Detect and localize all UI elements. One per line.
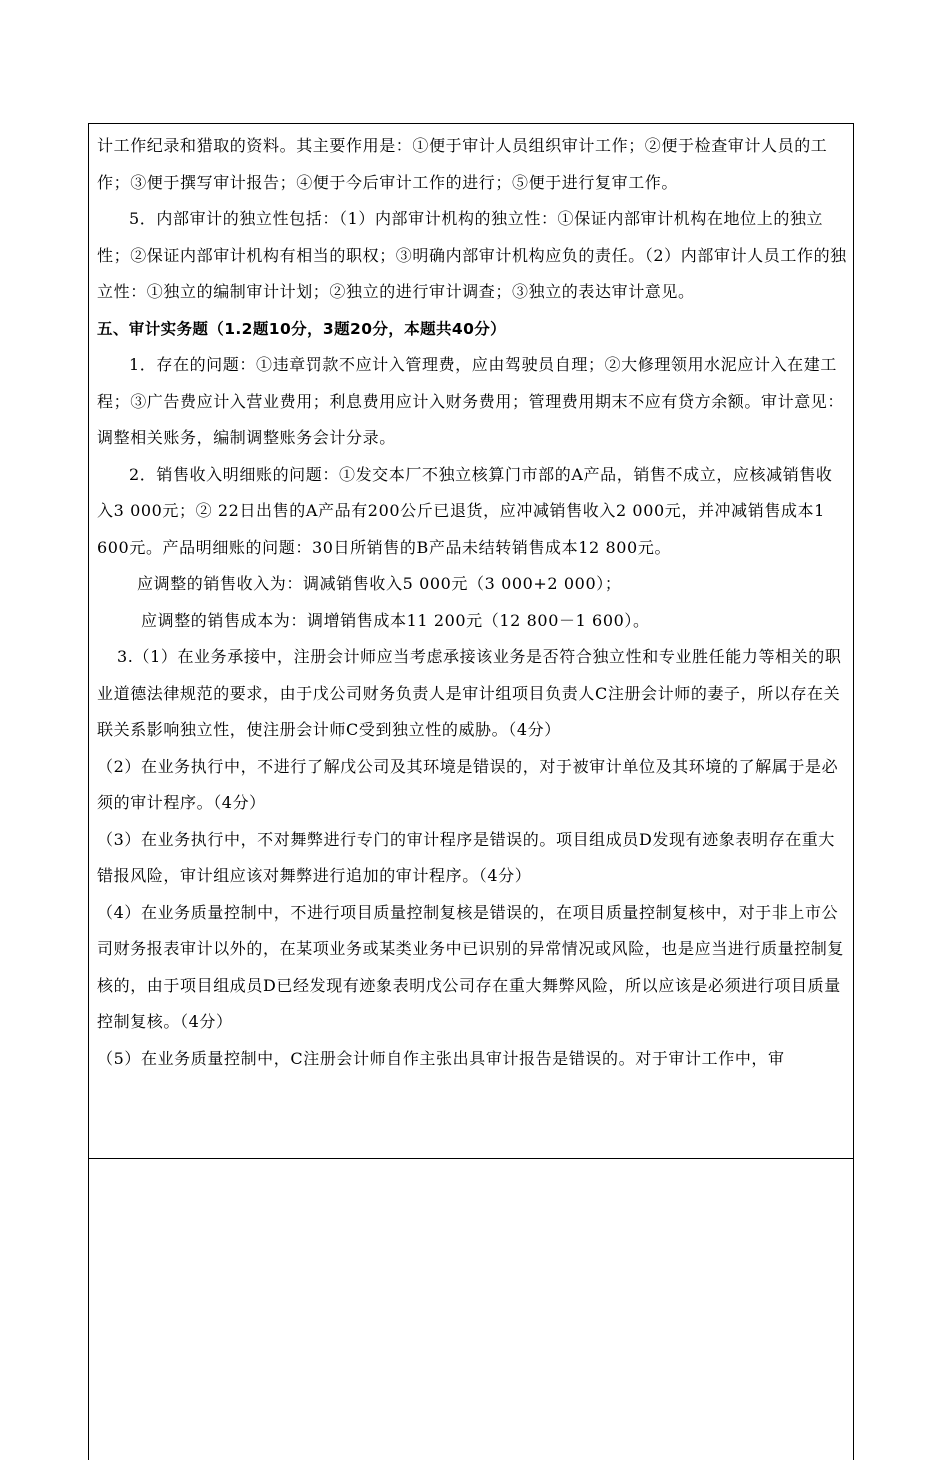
paragraph-internal-audit-independence: 5．内部审计的独立性包括：（1）内部审计机构的独立性：①保证内部审计机构在地位上的独立性；②保证内部审计机构有相当的职权；③明确内部审计机构应负的责任。（2）内部审计人员工作的独立性：①独立的编制审计计划；②独立的进行审计调查；③独立的表达审计意见。 [97,209,847,301]
answer-2: 2．销售收入明细账的问题：①发交本厂不独立核算门市部的A产品，销售不成立，应核减销售收入3 000元；② 22日出售的A产品有200公斤已退货，应冲减销售收入2 000元，并冲减销售成本1 600元。产品明细账的问题：30日所销售的B产品未结转销售成本12 800元。 [97,464,833,557]
answer-3-item-1: 3.（1）在业务承接中，注册会计师应当考虑承接该业务是否符合独立性和专业胜任能力等相关的职业道德法律规范的要求，由于戊公司财务负责人是审计组项目负责人C注册会计师的妻子，所以存在关联关系影响独立性，使注册会计师C受到独立性的威胁。（4分） [97,647,842,739]
answer-1: 1．存在的问题：①违章罚款不应计入管理费，应由驾驶员自理；②大修理领用水泥应计入在建工程；③广告费应计入营业费用；利息费用应计入财务费用；管理费用期末不应有贷方余额。审计意见：调整相关账务，编制调整账务会计分录。 [97,355,845,447]
answer-3-item-4: （4）在业务质量控制中，不进行项目质量控制复核是错误的，在项目质量控制复核中，对于非上市公司财务报表审计以外的，在某项业务或某类业务中已识别的异常情况或风险，也是应当进行质量控制复核的，由于项目组成员D已经发现有迹象表明戊公司存在重大舞弊风险，所以应该是必须进行项目质量控制复核。（4分） [97,902,845,1031]
section-heading: 五、审计实务题（1.2题10分，3题20分，本题共40分） [97,319,507,338]
answer-3-item-2: （2）在业务执行中，不进行了解戊公司及其环境是错误的，对于被审计单位及其环境的了解属于是必须的审计程序。（4分） [97,756,839,812]
answer-3-item-5: （5）在业务质量控制中，C注册会计师自作主张出具审计报告是错误的。对于审计工作中，审 [97,1048,785,1068]
answer-content [97,128,847,1077]
answer-3-item-3: （3）在业务执行中，不对舞弊进行专门的审计程序是错误的。项目组成员D发现有迹象表明存在重大错报风险，审计组应该对舞弊进行追加的审计程序。（4分） [97,829,836,885]
table-bottom-border [88,1158,854,1159]
paragraph-continuation: 计工作纪录和猎取的资料。其主要作用是：①便于审计人员组织审计工作；②便于检查审计人员的工作；③便于撰写审计报告；④便于今后审计工作的进行；⑤便于进行复审工作。 [97,136,828,192]
adjust-revenue-line: 应调整的销售收入为：调减销售收入5 000元（3 000+2 000）； [137,574,622,593]
adjust-cost-line: 应调整的销售成本为：调增销售成本11 200元（12 800－1 600）。 [141,610,650,630]
